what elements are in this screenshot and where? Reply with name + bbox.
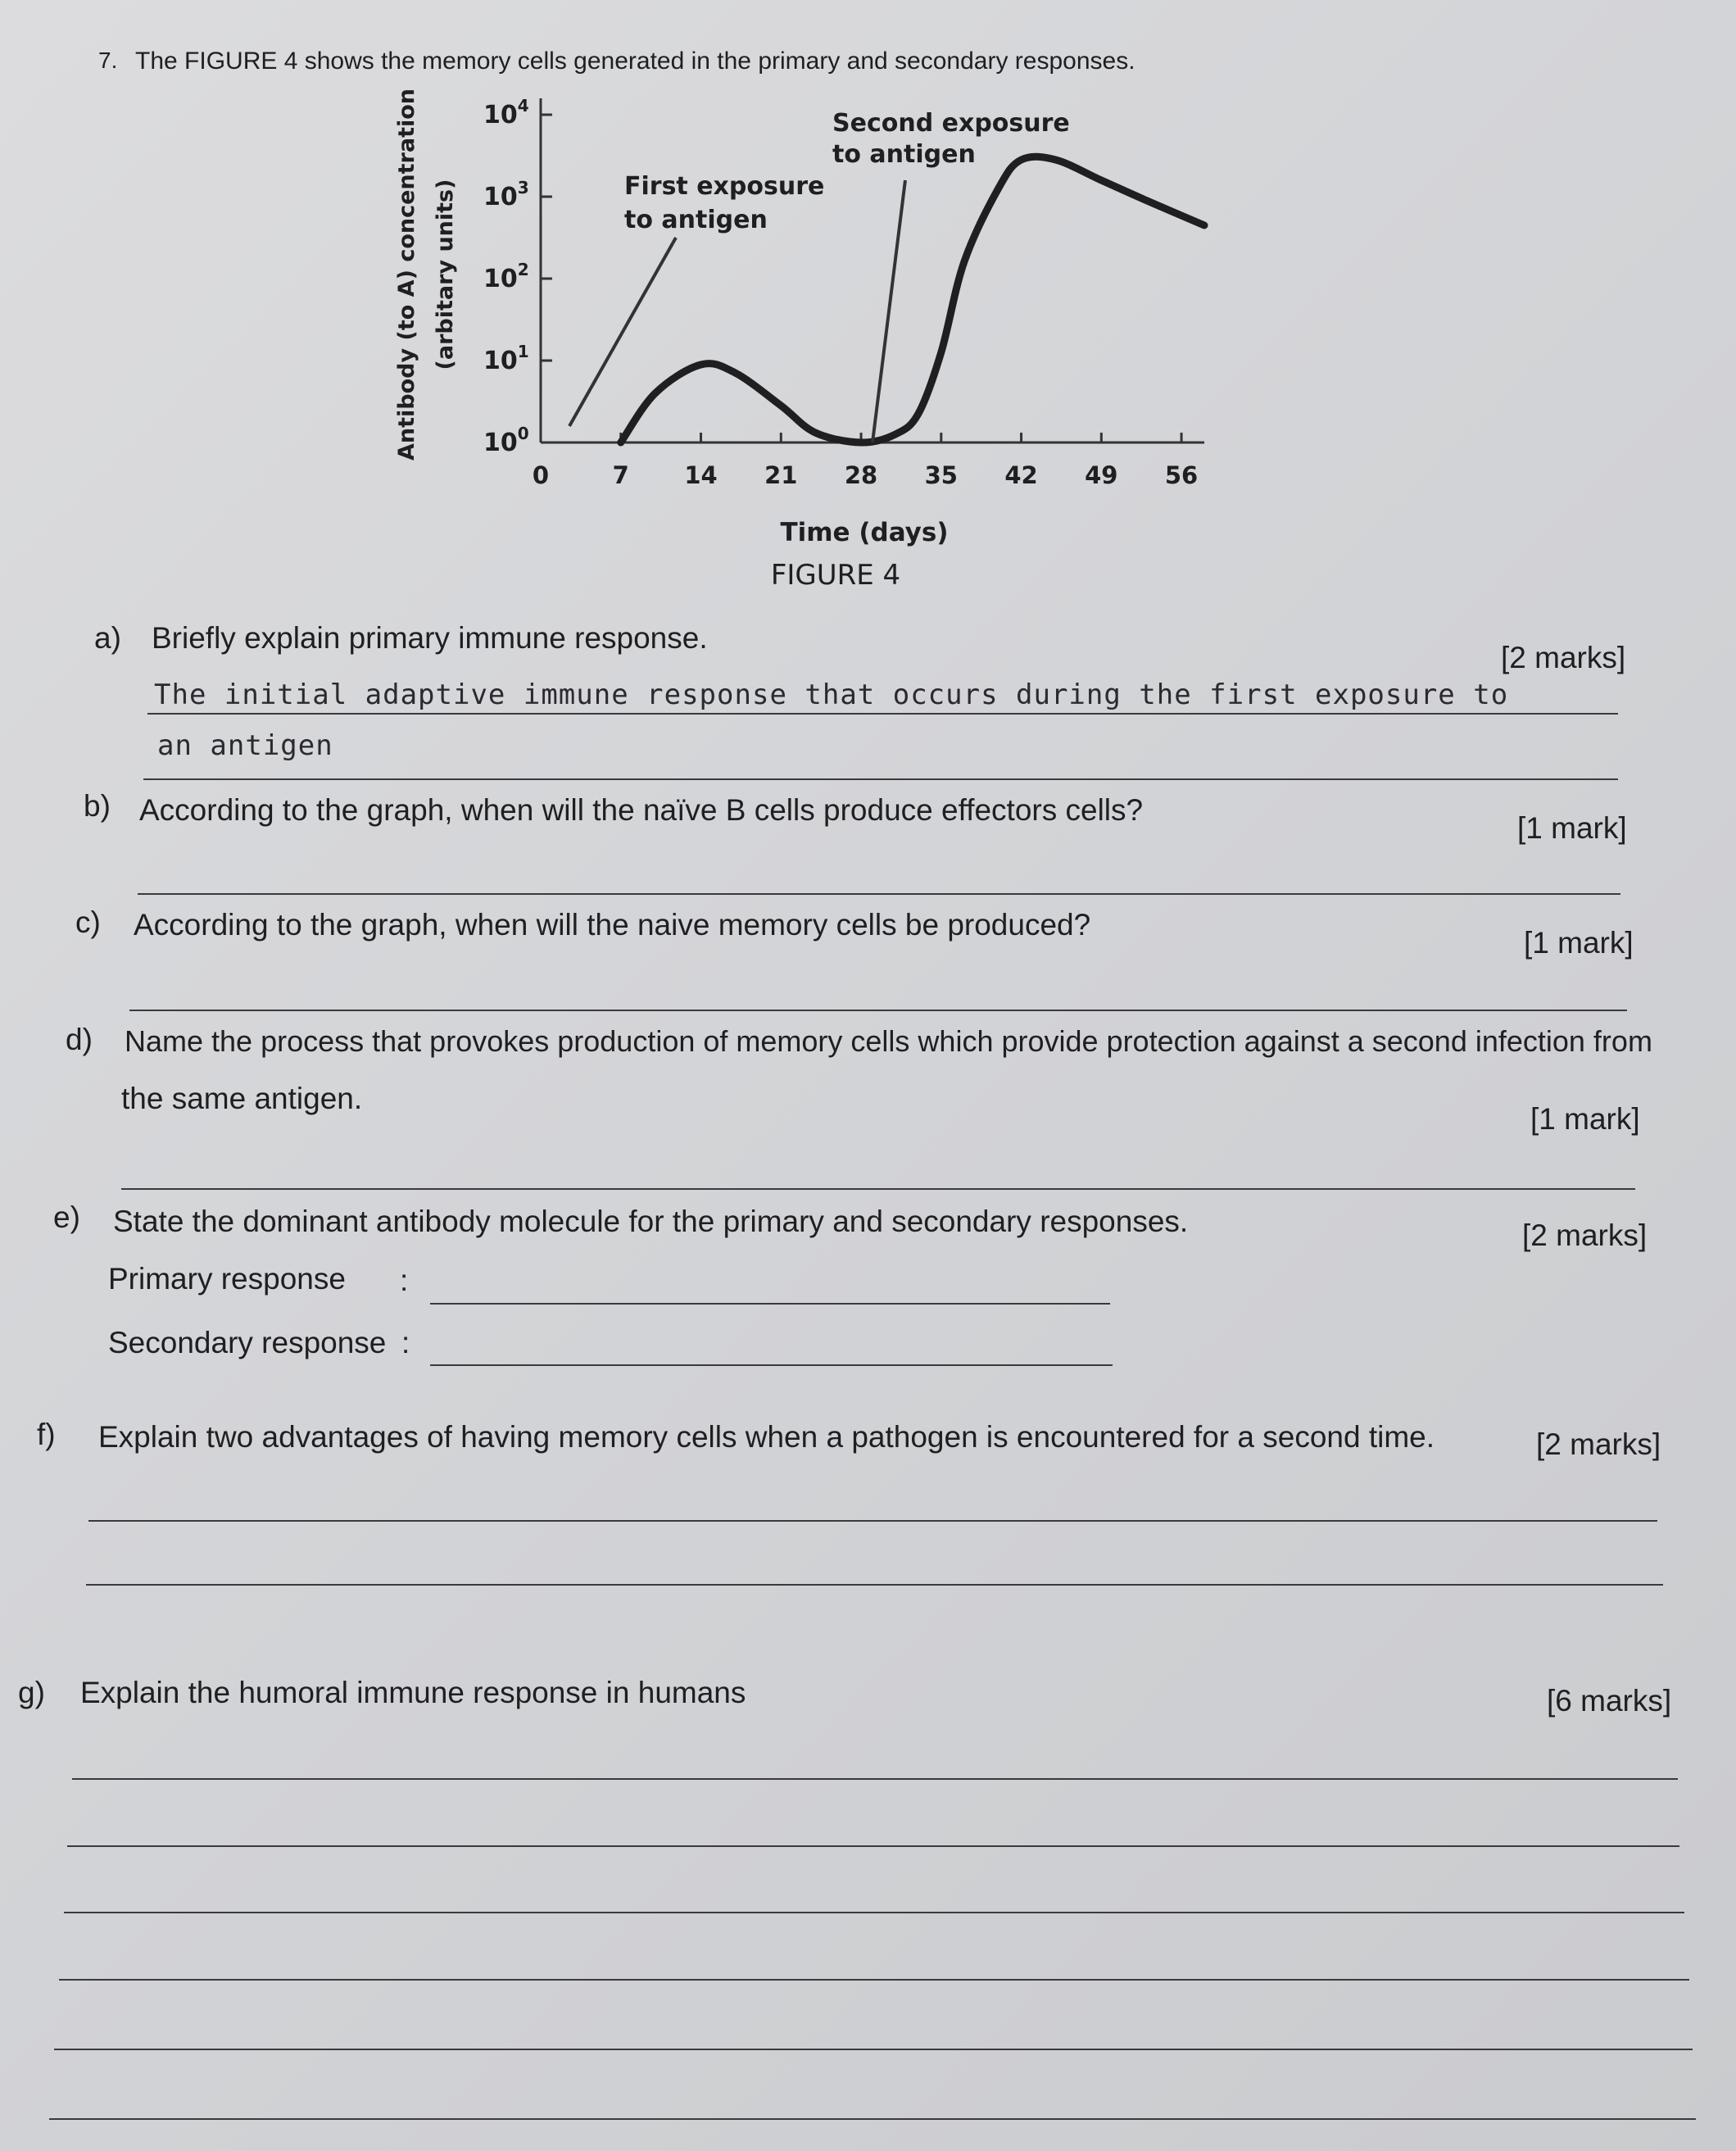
question-f-marks: [2 marks] <box>1536 1427 1661 1461</box>
question-b-label: b) <box>84 789 111 823</box>
question-e-label: e) <box>53 1200 80 1234</box>
antibody-concentration-chart <box>0 0 1736 623</box>
first-exposure-label-2: to antigen <box>624 206 768 234</box>
question-d-label: d) <box>66 1023 93 1056</box>
question-intro: The FIGURE 4 shows the memory cells generated in the primary and secondary responses. <box>135 48 1135 75</box>
y-tick-label: $10^0$ <box>483 424 529 457</box>
answer-line-g5[interactable] <box>54 2049 1693 2050</box>
secondary-response-label: Secondary response <box>108 1326 387 1359</box>
answer-line-c[interactable] <box>129 1010 1627 1011</box>
question-g-label: g) <box>18 1676 45 1709</box>
secondary-response-colon: : <box>401 1326 410 1359</box>
y-tick-label: $10^3$ <box>483 178 529 211</box>
answer-a-line-1[interactable]: The initial adaptive immune response that occurs during the first exposure to <box>154 678 1509 711</box>
question-f-label: f) <box>37 1418 56 1451</box>
answer-line-b[interactable] <box>138 893 1620 895</box>
answer-line-d[interactable] <box>121 1188 1635 1190</box>
first-exposure-pointer <box>569 238 676 426</box>
question-c-text: According to the graph, when will the naive memory cells be produced? <box>134 908 1091 942</box>
x-tick-label: 56 <box>1164 461 1199 489</box>
x-axis-label: Time (days) <box>780 518 949 547</box>
question-d-text-2: the same antigen. <box>121 1082 363 1115</box>
y-axis-label-1: Antibody (to A) concentration <box>394 88 419 461</box>
primary-response-answer-line[interactable] <box>430 1303 1110 1305</box>
x-tick-label: 21 <box>764 461 798 489</box>
question-a-label: a) <box>94 621 121 655</box>
question-g-text: Explain the humoral immune response in humans <box>80 1676 746 1709</box>
primary-response-colon: : <box>400 1264 409 1297</box>
question-c-label: c) <box>75 905 101 939</box>
y-tick-label: $10^4$ <box>483 96 529 129</box>
answer-line-f1[interactable] <box>88 1520 1657 1522</box>
answer-line-f2[interactable] <box>86 1584 1663 1586</box>
y-axis-label-2: (arbitary units) <box>433 179 458 370</box>
primary-response-label: Primary response <box>108 1262 346 1296</box>
x-tick-label: 42 <box>1004 461 1038 489</box>
x-tick-label: 35 <box>924 461 958 489</box>
y-tick-label: $10^2$ <box>483 260 529 293</box>
first-exposure-label-1: First exposure <box>624 172 825 201</box>
question-g-marks: [6 marks] <box>1547 1684 1672 1718</box>
answer-line-g3[interactable] <box>64 1912 1684 1913</box>
question-d-text: Name the process that provokes production of memory cells which provide protection against a second infection from <box>125 1024 1652 1058</box>
question-number: 7. <box>98 48 118 73</box>
answer-line-g1[interactable] <box>72 1778 1678 1780</box>
question-a-marks: [2 marks] <box>1501 641 1626 674</box>
figure-caption: FIGURE 4 <box>770 559 901 592</box>
answer-line-a2 <box>143 778 1618 780</box>
x-tick-label: 14 <box>684 461 718 489</box>
x-tick-label: 7 <box>612 461 629 489</box>
answer-line-a1 <box>147 713 1618 715</box>
x-tick-label: 28 <box>844 461 878 489</box>
secondary-response-answer-line[interactable] <box>430 1364 1113 1366</box>
second-exposure-label-1: Second exposure <box>832 109 1070 138</box>
question-d-marks: [1 mark] <box>1530 1102 1640 1136</box>
question-b-text: According to the graph, when will the naïve B cells produce effectors cells? <box>139 793 1144 827</box>
answer-line-g6[interactable] <box>49 2118 1696 2120</box>
question-c-marks: [1 mark] <box>1524 926 1634 960</box>
question-b-marks: [1 mark] <box>1517 811 1627 845</box>
question-f-text: Explain two advantages of having memory cells when a pathogen is encountered for a second time. <box>98 1420 1435 1454</box>
x-tick-label: 49 <box>1085 461 1118 489</box>
question-e-text: State the dominant antibody molecule for the primary and secondary responses. <box>113 1205 1189 1238</box>
x-tick-label: 0 <box>532 461 550 489</box>
y-tick-label: $10^1$ <box>483 342 529 375</box>
answer-line-g4[interactable] <box>59 1979 1689 1981</box>
answer-line-g2[interactable] <box>67 1845 1679 1847</box>
question-a-text: Briefly explain primary immune response. <box>152 621 708 655</box>
second-exposure-pointer <box>873 180 905 442</box>
question-e-marks: [2 marks] <box>1522 1218 1648 1252</box>
second-exposure-label-2: to antigen <box>832 140 976 169</box>
answer-a-line-2[interactable]: an antigen <box>157 729 333 762</box>
